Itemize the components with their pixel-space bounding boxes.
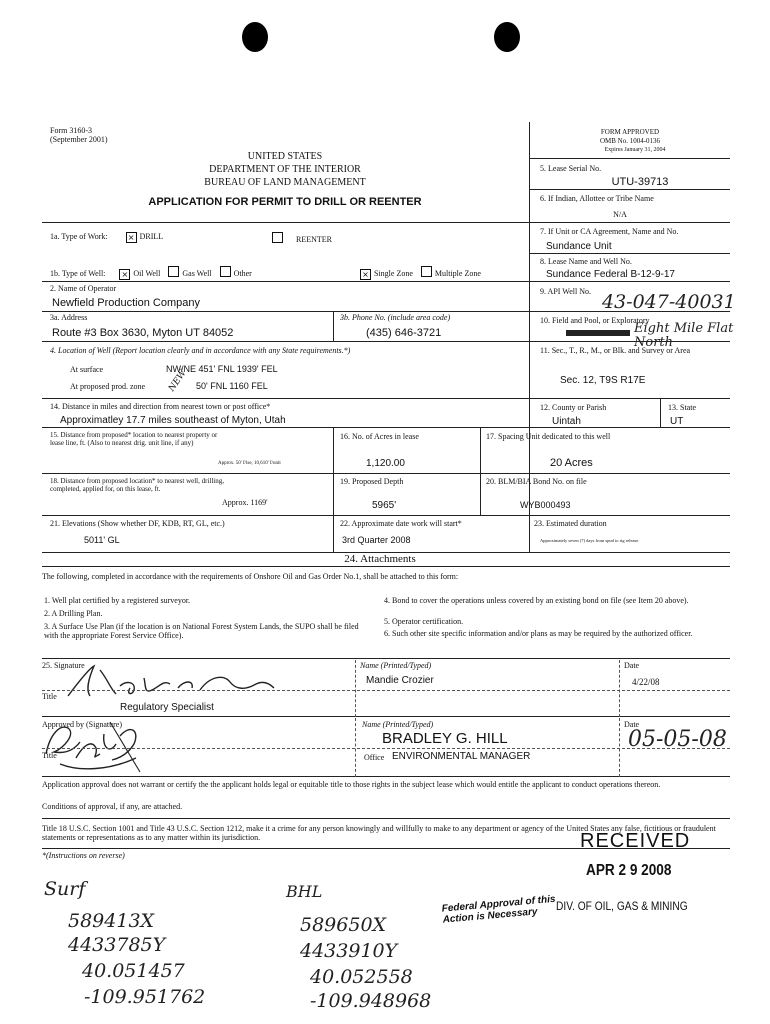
date-label: Date [624, 661, 640, 670]
f6-value: N/A [613, 210, 627, 219]
f1a-row [50, 232, 163, 243]
f2-label: 2. Name of Operator [50, 284, 117, 293]
approved-by-label: Approved by (Signature) [42, 720, 122, 729]
margin-note: NEW [166, 368, 189, 394]
f22-value: 3rd Quarter 2008 [342, 535, 411, 545]
dept-line-1: UNITED STATES [247, 151, 323, 162]
f16-label: 16. No. of Acres in lease [340, 432, 419, 441]
attachment-3: 3. A Surface Use Plan (if the location is on National Forest System Lands, the SUPO shall be filed with the appropriate Forest Service Office). [44, 622, 359, 640]
f4-surface-label: At surface [70, 365, 104, 374]
other-label: Other [233, 269, 252, 278]
other-checkbox[interactable] [220, 266, 231, 277]
f10-label: 10. Field and Pool, or Exploratory [540, 316, 650, 325]
title-value: Regulatory Specialist [120, 702, 214, 713]
received-date-stamp: APR 2 9 2008 [586, 862, 672, 879]
f21-value: 5011' GL [84, 535, 120, 545]
dept-line-2: DEPARTMENT OF THE INTERIOR [209, 164, 361, 175]
f10-strikeout [566, 330, 630, 336]
attachments-intro: The following, completed in accordance with the requirements of Onshore Oil and Gas Order No.1, shall be attached to this form: [42, 572, 459, 581]
form-date: (September 2001) [50, 135, 108, 144]
name-value: Mandie Crozier [366, 675, 434, 686]
disclaimer: Application approval does not warrant or certify the the applicant holds legal or equitable title to those rights in the subject lease which would entitle the applicant to conduct operations thereon. [42, 780, 661, 789]
f15-value: Approx. 50' f/lse, 10,610' f/unit [218, 461, 281, 466]
surf-line-1: 589413X [68, 910, 155, 932]
conditions: Conditions of approval, if any, are attached. [42, 802, 183, 811]
gas-well-label: Gas Well [182, 269, 212, 278]
f4-label: 4. Location of Well (Report location clearly and in accordance with any State requirements.*) [50, 346, 351, 355]
attachment-6: 6. Such other site specific information and/or plans as may be required by the authorized officer. [384, 629, 693, 638]
f17-value: 20 Acres [550, 457, 593, 469]
f22-label: 22. Approximate date work will start* [340, 519, 462, 528]
bhl-line-2: 4433910Y [300, 940, 398, 962]
f5-label: 5. Lease Serial No. [540, 164, 602, 173]
bhl-line-3: 40.052558 [310, 966, 413, 988]
form-number: Form 3160-3 [50, 126, 92, 135]
f18-label: 18. Distance from proposed location* to nearest well, drilling, completed, applied for, on this lease, ft. [50, 477, 224, 493]
f4-surface-value: NW/NE 451' FNL 1939' FEL [166, 364, 278, 374]
dept-line-3: BUREAU OF LAND MANAGEMENT [204, 177, 366, 188]
bhl-label: BHL [286, 882, 323, 901]
form-title: APPLICATION FOR PERMIT TO DRILL OR REENTER [148, 196, 422, 208]
office-value: ENVIRONMENTAL MANAGER [392, 751, 531, 762]
title18-statement: Title 18 U.S.C. Section 1001 and Title 43 U.S.C. Section 1212, make it a crime for any person knowingly and willfully to make to any department or agency of the United States any false, fictitious or fraudulent statements or representations as to any matter within its jurisdiction. [42, 824, 716, 842]
f10-value: Eight Mile Flat North [634, 321, 734, 350]
bhl-line-1: 589650X [300, 914, 387, 936]
oil-well-label: Oil Well [133, 269, 161, 278]
f23-value: Approximately seven (7) days from spud to rig release. [540, 538, 640, 543]
surf-label: Surf [44, 878, 86, 900]
surf-line-4: -109.951762 [84, 986, 206, 1008]
single-zone-checkbox[interactable]: × [360, 269, 371, 280]
f12-label: 12. County or Parish [540, 403, 607, 412]
federal-approval-stamp: Federal Approval of this Action is Necessary [441, 893, 556, 926]
f14-label: 14. Distance in miles and direction from nearest town or post office* [50, 402, 271, 411]
f8-value: Sundance Federal B-12-9-17 [546, 269, 675, 280]
instructions-note: *(Instructions on reverse) [42, 851, 125, 860]
f3a-label: 3a. Address [50, 313, 88, 322]
f9-value: 43-047-40031 [602, 291, 736, 313]
attachments-title: 24. Attachments [344, 553, 416, 565]
punch-hole-left [242, 22, 268, 52]
f4-prod-value: 50' FNL 1160 FEL [196, 381, 268, 391]
received-stamp: RECEIVED [580, 830, 691, 852]
f7-label: 7. If Unit or CA Agreement, Name and No. [540, 227, 679, 236]
name2-label: Name (Printed/Typed) [362, 720, 434, 729]
f20-value: WYB000493 [520, 500, 571, 510]
bhl-line-4: -109.948968 [310, 990, 432, 1012]
omb-number: OMB No. 1004-0136 [599, 137, 661, 145]
f19-value: 5965' [372, 500, 397, 511]
name-label: Name (Printed/Typed) [360, 661, 432, 670]
f20-label: 20. BLM/BIA Bond No. on file [486, 477, 587, 486]
approver-signature [40, 714, 150, 776]
zone-row [360, 266, 481, 280]
f19-label: 19. Proposed Depth [340, 477, 404, 486]
f3b-label: 3b. Phone No. (include area code) [340, 313, 451, 322]
name2-value: BRADLEY G. HILL [382, 730, 508, 747]
f1b-label: 1b. Type of Well: [50, 269, 106, 278]
reenter-label: REENTER [296, 235, 332, 244]
attachment-5: 5. Operator certification. [384, 617, 464, 626]
title2-label: Title [42, 751, 57, 760]
f25-label: 25. Signature [42, 661, 85, 670]
f15-label: 15. Distance from proposed* location to nearest property or lease line, ft. (Also to nearest drig. unit line, if any) [50, 431, 218, 447]
single-zone-label: Single Zone [374, 269, 413, 278]
f17-label: 17. Spacing Unit dedicated to this well [486, 432, 611, 441]
form-approved: FORM APPROVED [600, 128, 660, 136]
f2-value: Newfield Production Company [52, 297, 200, 309]
f12-value: Uintah [552, 416, 581, 427]
date2-value: 05-05-08 [628, 727, 727, 752]
oil-well-checkbox[interactable]: × [119, 269, 130, 280]
f13-label: 13. State [668, 403, 696, 412]
surf-line-2: 4433785Y [68, 934, 166, 956]
f6-label: 6. If Indian, Allottee or Tribe Name [540, 194, 654, 203]
f4-prod-label: At proposed prod. zone [70, 382, 146, 391]
multiple-zone-label: Multiple Zone [434, 269, 481, 278]
f18-value: Approx. 1169' [222, 498, 268, 507]
multiple-zone-checkbox[interactable] [421, 266, 432, 277]
f23-label: 23. Estimated duration [534, 519, 607, 528]
f7-value: Sundance Unit [546, 241, 612, 252]
f11-label: 11. Sec., T., R., M., or Blk. and Survey or Area [540, 346, 691, 355]
f16-value: 1,120.00 [366, 458, 405, 469]
division-stamp: DIV. OF OIL, GAS & MINING [556, 899, 688, 913]
gas-well-checkbox[interactable] [168, 266, 179, 277]
date2-label: Date [624, 720, 640, 729]
reenter-checkbox[interactable] [272, 232, 283, 243]
title-label: Title [42, 692, 57, 701]
f5-value: UTU-39713 [611, 176, 669, 188]
office-label: Office [364, 753, 385, 762]
f3a-value: Route #3 Box 3630, Myton UT 84052 [52, 327, 234, 339]
f1b-row [50, 266, 252, 280]
expires-date: Expires January 31, 2004 [604, 147, 666, 153]
attachment-2: 2. A Drilling Plan. [44, 609, 103, 618]
punch-hole-right [494, 22, 520, 52]
applicant-signature [60, 660, 280, 702]
date-value: 4/22/08 [632, 677, 660, 687]
drill-label: DRILL [139, 232, 164, 241]
right-column-divider [529, 122, 530, 552]
attachment-4: 4. Bond to cover the operations unless covered by an existing bond on file (see Item 20 above). [384, 596, 689, 605]
f9-label: 9. API Well No. [540, 287, 591, 296]
reenter-row [272, 232, 332, 244]
attachment-1: 1. Well plat certified by a registered surveyor. [44, 596, 191, 605]
f21-label: 21. Elevations (Show whether DF, KDB, RT, GL, etc.) [50, 519, 225, 528]
f13-value: UT [670, 416, 684, 427]
f11-value: Sec. 12, T9S R17E [560, 375, 646, 386]
surf-line-3: 40.051457 [82, 960, 185, 982]
drill-checkbox[interactable]: × [126, 232, 137, 243]
f3b-value: (435) 646-3721 [366, 327, 442, 339]
f1a-label: 1a. Type of Work: [50, 232, 108, 241]
f8-label: 8. Lease Name and Well No. [540, 257, 632, 266]
f14-value: Approximatley 17.7 miles southeast of Myton, Utah [60, 415, 286, 426]
